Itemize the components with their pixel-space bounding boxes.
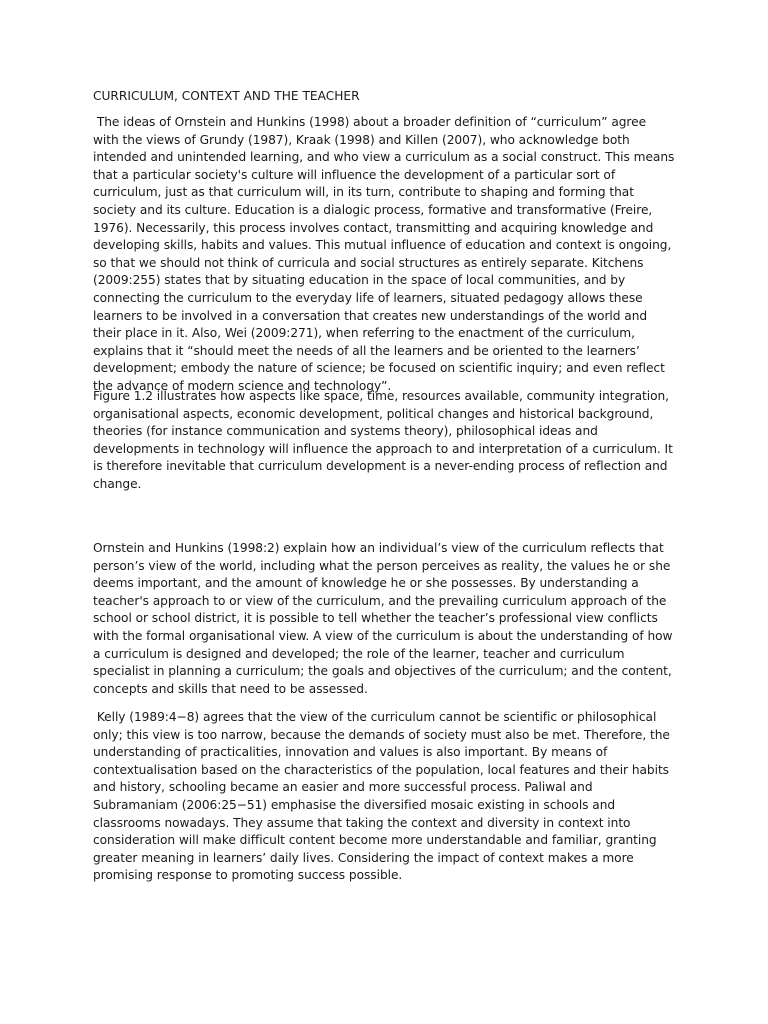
paragraph-4: Kelly (1989:4−8) agrees that the view of the curriculum cannot be scientific or philosophical only; this view is too narrow, because the demands of society must also be met. Therefore, the understanding of practicalities, innovation and values is also important. By means of contextualisation based on the characteristics of the population, local features and their habits and history, schooling became an easier and more successful process. Paliwal and Subramaniam (2006:25−51) emphasise the diversified mosaic existing in schools and classrooms nowadays. They assume that taking the context and diversity in context into consideration will make difficult content become more understandable and familiar, granting greater meaning in learners’ daily lives. Considering the impact of context makes a more promising response to promoting success possible.: [93, 710, 674, 883]
paragraph-3-container: [93, 540, 675, 698]
paragraph-2: Figure 1.2 illustrates how aspects like space, time, resources available, community integration, organisational aspects, economic development, political changes and historical background, theories (for instance communication and systems theory), philosophical ideas and developments in technology will influence the approach to and interpretation of a curriculum. It is therefore inevitable that curriculum development is a never-ending process of reflection and change.: [93, 389, 677, 491]
paragraph-3: Ornstein and Hunkins (1998:2) explain how an individual’s view of the curriculum reflects that person’s view of the world, including what the person perceives as reality, the values he or she deems important, and the amount of knowledge he or she possesses. By understanding a teacher's approach to or view of the curriculum, and the prevailing curriculum approach of the school or school district, it is possible to tell whether the teacher’s professional view conflicts with the formal organisational view. A view of the curriculum is about the understanding of how a curriculum is designed and developed; the role of the learner, teacher and curriculum specialist in planning a curriculum; the goals and objectives of the curriculum; and the content, concepts and skills that need to be assessed.: [93, 541, 677, 696]
paragraph-4-container: [93, 709, 675, 885]
paragraph-1: The ideas of Ornstein and Hunkins (1998) about a broader definition of “curriculum” agree with the views of Grundy (1987), Kraak (1998) and Killen (2007), who acknowledge both intended and unintended learning, and who view a curriculum as a social construct. This means that a particular society's culture will influence the development of a particular sort of curriculum, just as that curriculum will, in its turn, contribute to shaping and forming that society and its culture. Education is a dialogic process, formative and transformative (Freire, 1976). Necessarily, this process involves contact, transmitting and acquiring knowledge and developing skills, habits and values. This mutual influence of education and context is ongoing, so that we should not think of curricula and social structures as entirely separate. Kitchens (2009:255) states that by situating education in the space of local communities, and by connecting the curriculum to the everyday life of learners, situated pedagogy allows these learners to be involved in a conversation that creates new understandings of the world and their place in it. Also, Wei (2009:271), when referring to the enactment of the curriculum, explains that it “should meet the needs of all the learners and be oriented to the learners’ development; embody the nature of science; be focused on scientific inquiry; and even reflect the advance of modern science and technology”.: [93, 115, 679, 393]
paragraph-1-container: [93, 114, 679, 396]
document-heading: CURRICULUM, CONTEXT AND THE TEACHER: [93, 89, 360, 103]
paragraph-2-container: [93, 388, 675, 494]
